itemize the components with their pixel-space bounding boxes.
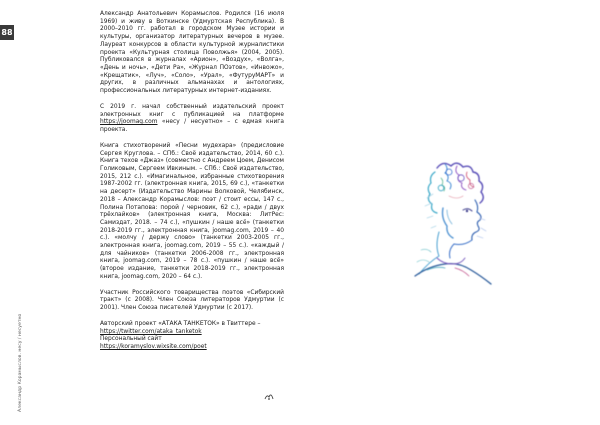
- project-prefix: С 2019 г. начал собственный издательский проект электронных книг с публикацией на платформе: [100, 103, 284, 118]
- decorative-ornament-icon: [264, 393, 274, 401]
- bio-paragraph: Александр Анатольевич Корамыслов. Родился (16 июля 1969) и живу в Воткинске (Удмуртская Республика). В 2000–2010 гг. работал в городском Музее истории и культуры, организатор литературных вечеров в музее. Лауреат конкурсов в области культурной журналистики проекта «Культурная столица Поволжья» (2004, 2005). Публиковался в журналах «Арион», «Воздух», «Волга», «День и ночь», «Дети Ра», «Журнал ПОэтов», «Инвожо», «Крещатик», «Луч», «Соло», «Урал», «ФутуруМАРТ» и других, в различных альманахах и антологиях, профессиональных литературных интернет-изданиях.: [100, 11, 284, 95]
- twitter-label: Авторский проект «АТАКА ТАНКЕТОК» в Твиттере –: [100, 321, 261, 328]
- text-column: [100, 11, 284, 352]
- site-label: Персональный сайт: [100, 336, 162, 343]
- site-link[interactable]: https://koramyslov.wixsite.com/poet: [100, 344, 207, 351]
- joomag-link[interactable]: https://joomag.com: [100, 119, 158, 126]
- twitter-link[interactable]: https://twitter.com/ataka_tanketok: [100, 328, 202, 335]
- membership-paragraph: Участник Российского товарищества поэтов «Сибирский тракт» (с 2008). Член Союза литераторов Удмуртии (с 2001). Член Союза писателей Удмуртии (с 2017).: [100, 289, 284, 312]
- running-header: Александр Корамыслов. несу / несуетно: [18, 313, 23, 412]
- page-number: 88: [0, 25, 14, 40]
- project-suffix: «несу / несуетно» – с едмая книга проекта.: [100, 119, 284, 134]
- pushkin-portrait-illustration: [397, 158, 508, 286]
- books-paragraph: Книга стихотворений «Песни мудехара» (предисловие Сергея Круглова. – СПб.: Своё издательство, 2014, 60 с.). Книга техов «Джаз» (совместно с Андреем Цоем, Денисом Голиковым, Сергеем Ивкиным. – СПб.: Своё издательство, 2015, 212 с.). «Имагинальное, избранные стихотворения 1987-2002 гг. (электронная книга, 2015, 69 с.), «танкетки на десерт» (Издательство Марины Волковой, Челябинск, 2018 – Александр Корамыслов: поэт / стоит ессы, 147 с., Полина Потапова: порой / черновик, 62 с.), «ради / двух трёхлайков» (электронная книга, Москва: ЛитРес: Самиздат, 2018. – 74 с.), «пушкин / наше всё» (танкетки 2018-2019 гг., электронная книга, joomag.com, 2019 – 40 с.). «молчу / держу слово» (танкетки 2003-2005 гг., электронная книга, joomag.com, 2019 – 55 с.). «каждый / для чайников» (танкетки 2006-2008 гг., электронная книга, joomag.com, 2019 – 78 с.). «пушкин / наше всё» (второе издание, танкетки 2018-2019 гг., электронная книга, joomag.com, 2020 – 64 с.).: [100, 142, 284, 280]
- project-paragraph: [100, 104, 284, 135]
